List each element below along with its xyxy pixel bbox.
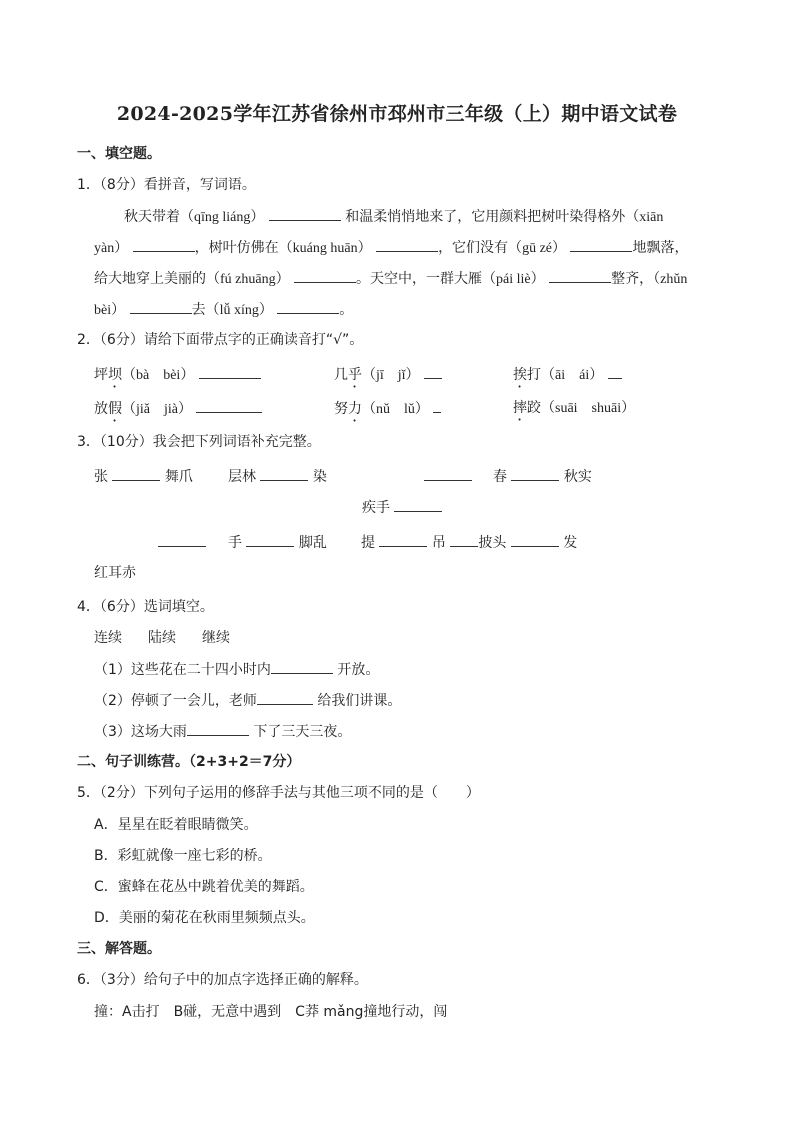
section-heading-answers: 三、解答题。 [77, 941, 161, 957]
answer-blank[interactable] [158, 532, 206, 547]
answer-blank[interactable] [376, 237, 438, 252]
answer-blank[interactable] [260, 466, 308, 481]
section-heading-fill-blank: 一、填空题。 [77, 146, 161, 162]
q2-item-4: 放假（jiǎ jià） [94, 398, 262, 425]
answer-blank[interactable] [257, 690, 313, 705]
q2-item-3: 挨打（āi ái） [513, 364, 622, 391]
q1-line-1: 秋天带着（qīng liáng） 和温柔悄悄地来了，它用颜料把树叶染得格外（xiān [124, 206, 663, 228]
q3-row-1: 张 舞爪 [94, 466, 193, 487]
q5-option-b[interactable]: B．彩虹就像一座七彩的桥。 [94, 848, 272, 864]
answer-blank[interactable] [196, 398, 262, 413]
q4-sentence-1: （1）这些花在二十四小时内 开放。 [94, 659, 379, 680]
answer-blank[interactable] [199, 364, 261, 379]
answer-blank[interactable] [271, 659, 333, 674]
q3-row-3b: 手 脚乱 [228, 532, 327, 553]
q3-row-1c [424, 466, 472, 487]
q4-sentence-3: （3）这场大雨 下了三天三夜。 [94, 721, 351, 742]
answer-blank[interactable] [269, 206, 341, 221]
q3-row-4: 红耳赤 [94, 565, 136, 581]
q2-item-6: 摔跤（suāi shuāi） [513, 400, 636, 416]
answer-blank[interactable] [570, 237, 632, 252]
q1-line-3: 给大地穿上美丽的（fú zhuāng） 。天空中，一群大雁（pái liè） 整齐，（zhǔn [94, 268, 687, 290]
answer-blank[interactable] [424, 364, 442, 379]
q1-line-4: bèi） 去（lǚ xíng） 。 [94, 299, 353, 321]
answer-blank[interactable] [112, 466, 160, 481]
q2-item-5: 努力（nǔ lǔ） [334, 398, 441, 425]
q1-line-2: yàn） ，树叶仿佛在（kuáng huān） ，它们没有（gū zé） 地飘落， [94, 237, 688, 259]
exam-title: 2024-2025学年江苏省徐州市邳州市三年级（上）期中语文试卷 [116, 103, 678, 125]
q2-prompt: 2．（6分）请给下面带点字的正确读音打“√”。 [77, 332, 364, 348]
answer-blank[interactable] [187, 721, 249, 736]
q5-option-c[interactable]: C．蜜蜂在花丛中跳着优美的舞蹈。 [94, 879, 314, 895]
answer-blank[interactable] [424, 466, 472, 481]
q2-item-2: 几乎（jī jǐ） [334, 364, 442, 391]
answer-blank[interactable] [511, 466, 559, 481]
section-heading-sentences: 二、句子训练营。（2+3+2＝7分） [77, 754, 301, 770]
answer-blank[interactable] [450, 532, 478, 547]
q3-row-3c: 提 吊 披头 发 [361, 532, 577, 553]
q5-prompt: 5．（2分）下列句子运用的修辞手法与其他三项不同的是（ ） [77, 785, 480, 801]
answer-blank[interactable] [294, 268, 356, 283]
q3-row-1d: 春 秋实 [493, 466, 592, 487]
q5-option-a[interactable]: A．星星在眨着眼睛微笑。 [94, 817, 258, 833]
answer-blank[interactable] [394, 497, 442, 512]
answer-blank[interactable] [549, 268, 611, 283]
answer-blank[interactable] [277, 299, 339, 314]
q4-word: 连续 [94, 630, 122, 646]
answer-blank[interactable] [133, 237, 195, 252]
answer-blank[interactable] [511, 532, 559, 547]
q3-prompt: 3．（10分）我会把下列词语补充完整。 [77, 434, 321, 450]
q3-row-2: 疾手 [362, 497, 442, 518]
q3-row-3a [158, 532, 206, 553]
q4-word: 陆续 [148, 630, 176, 646]
q4-sentence-2: （2）停顿了一会儿，老师 给我们讲课。 [94, 690, 401, 711]
answer-blank[interactable] [246, 532, 294, 547]
q5-option-d[interactable]: D．美丽的菊花在秋雨里频频点头。 [94, 910, 315, 926]
q4-prompt: 4．（6分）选词填空。 [77, 599, 214, 615]
q1-prompt: 1．（8分）看拼音，写词语。 [77, 177, 256, 193]
q6-prompt: 6．（3分）给句子中的加点字选择正确的解释。 [77, 972, 368, 988]
q2-item-1: 坪坝（bà bèi） [94, 364, 261, 391]
q6-definitions: 撞：A击打 B碰，无意中遇到 C莽 mǎng撞地行动，闯 [94, 1004, 448, 1020]
q4-word: 继续 [202, 630, 230, 646]
answer-blank[interactable] [433, 398, 441, 413]
q3-row-1b: 层林 染 [228, 466, 327, 487]
q4-word-bank [94, 628, 230, 648]
answer-blank[interactable] [379, 532, 427, 547]
answer-blank[interactable] [130, 299, 192, 314]
answer-blank[interactable] [608, 364, 622, 379]
